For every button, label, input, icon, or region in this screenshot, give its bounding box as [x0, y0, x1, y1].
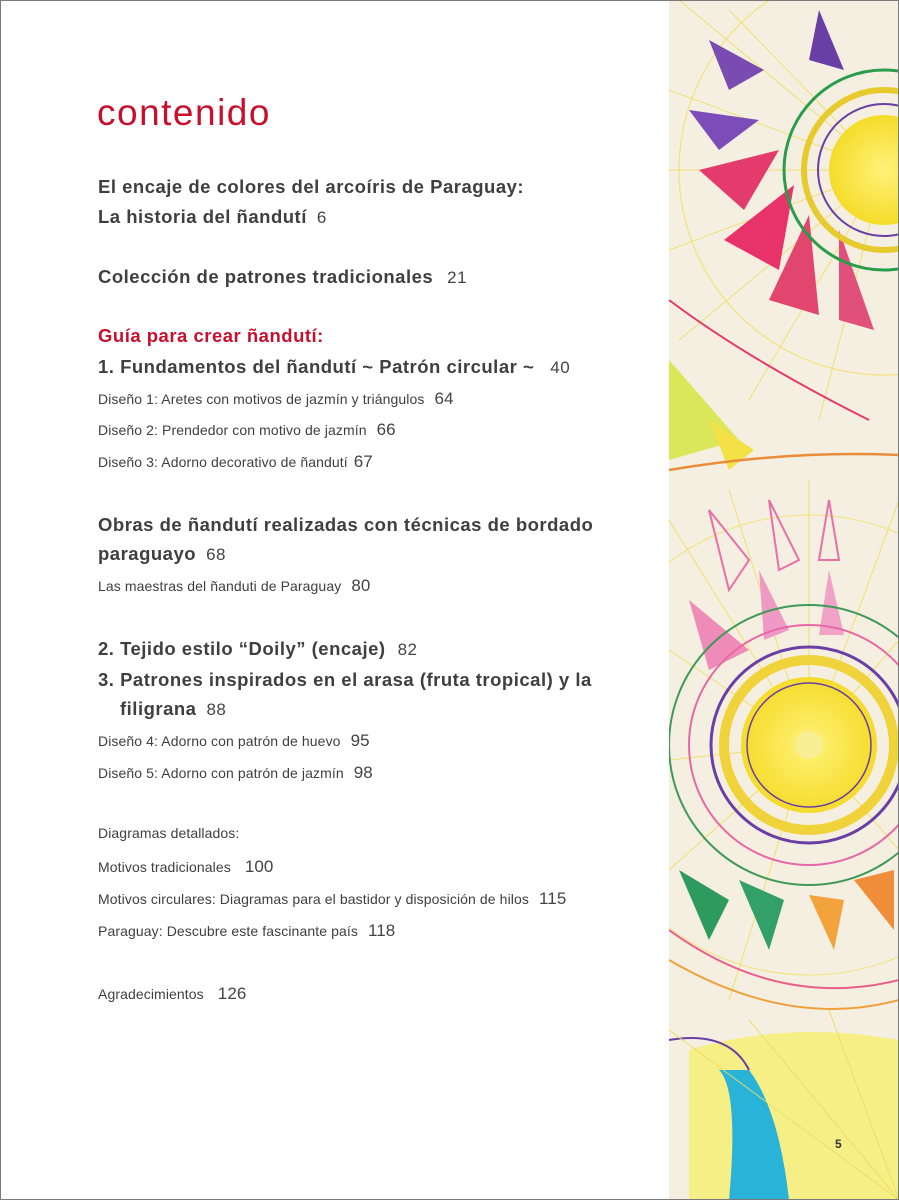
toc-entry-paraguay[interactable]: Paraguay: Descubre este fascinante país 118	[98, 921, 396, 940]
toc-section-diagrams: Diagramas detallados:	[98, 825, 240, 841]
page-number: 98	[353, 763, 373, 782]
page-number: 64	[434, 389, 454, 408]
toc-entry-design-5[interactable]: Diseño 5: Adorno con patrón de jazmín 98	[98, 763, 373, 782]
page-number: 68	[206, 545, 226, 564]
toc-entry-arasa[interactable]: 3. Patrones inspirados en el arasa (fruta tropical) y la	[98, 669, 592, 690]
toc-entry-rainbow-lace[interactable]: El encaje de colores del arcoíris de Paraguay:	[98, 176, 525, 197]
toc-entry-fundamentals[interactable]: 1. Fundamentos del ñandutí ~ Patrón circular ~ 40	[98, 356, 571, 377]
toc-entry-arasa-cont[interactable]: filigrana 88	[120, 698, 227, 719]
page-number: 118	[367, 921, 396, 940]
page-number: 88	[206, 700, 227, 719]
page-number: 115	[538, 889, 567, 908]
toc-entry-traditional-patterns[interactable]: Colección de patrones tradicionales 21	[98, 266, 468, 287]
toc-entry-design-4[interactable]: Diseño 4: Adorno con patrón de huevo 95	[98, 731, 370, 750]
page-number: 82	[397, 640, 418, 659]
page-number: 66	[376, 420, 396, 439]
toc-section-guide: Guía para crear ñandutí:	[98, 325, 324, 346]
toc-entry-circular-motifs[interactable]: Motivos circulares: Diagramas para el bastidor y disposición de hilos 115	[98, 889, 567, 908]
toc-entry-doily[interactable]: 2. Tejido estilo “Doily” (encaje) 82	[98, 638, 418, 659]
toc-entry-design-3[interactable]: Diseño 3: Adorno decorativo de ñandutí 67	[98, 452, 373, 471]
page-number: 21	[447, 268, 468, 287]
page-number: 6	[316, 208, 327, 227]
page-number-folio: 5	[835, 1137, 842, 1151]
page-number: 100	[244, 857, 274, 876]
page-title: contenido	[97, 92, 271, 133]
bottom-lace-motif	[669, 1010, 899, 1200]
toc-entry-embroidery-works[interactable]: Obras de ñandutí realizadas con técnicas de bordado	[98, 514, 594, 535]
page-number: 80	[351, 576, 371, 595]
toc-entry-history[interactable]: La historia del ñandutí 6	[98, 206, 327, 227]
toc-entry-traditional-motifs[interactable]: Motivos tradicionales 100	[98, 857, 274, 876]
page-number: 67	[353, 452, 373, 471]
toc-entry-embroidery-works-cont[interactable]: paraguayo 68	[98, 543, 226, 564]
nanduti-lace-photo	[669, 0, 899, 1200]
toc-entry-design-2[interactable]: Diseño 2: Prendedor con motivo de jazmín 66	[98, 420, 396, 439]
toc-entry-acknowledgements[interactable]: Agradecimientos 126	[98, 984, 247, 1003]
page-number: 40	[550, 358, 571, 377]
page-number: 95	[350, 731, 370, 750]
page-number: 126	[217, 984, 247, 1003]
toc-entry-masters[interactable]: Las maestras del ñanduti de Paraguay 80	[98, 576, 371, 595]
toc-entry-design-1[interactable]: Diseño 1: Aretes con motivos de jazmín y triángulos 64	[98, 389, 454, 408]
